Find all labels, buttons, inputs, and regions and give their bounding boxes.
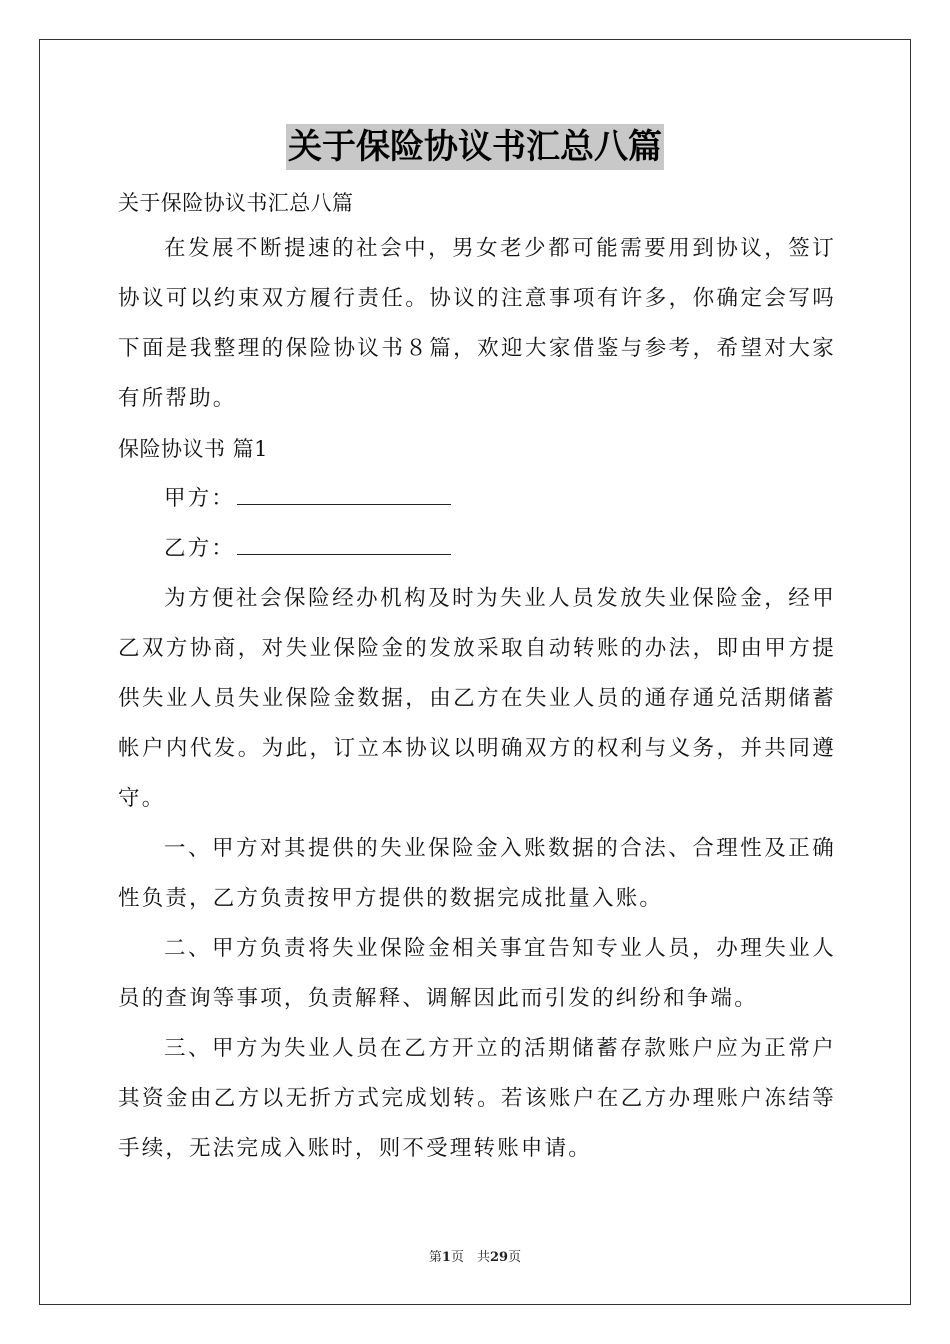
clause-1-paragraph: 一、甲方对其提供的失业保险金入账数据的合法、合理性及正确性负责，乙方负责按甲方提供的数据完成批量入账。 xyxy=(118,836,836,911)
document-title: 关于保险协议书汇总八篇 xyxy=(286,124,664,170)
clause-2-paragraph: 二、甲方负责将失业保险金相关事宜告知专业人员，办理失业人员的查询等事项，负责解释、调解因此而引发的纠纷和争端。 xyxy=(118,936,836,1011)
party-a-label: 甲方： xyxy=(164,486,236,511)
footer-page-mid: 页 共 xyxy=(450,1250,490,1265)
title-container xyxy=(0,124,950,170)
document-subtitle: 关于保险协议书汇总八篇 xyxy=(118,191,354,215)
footer-page-current: 1 xyxy=(441,1250,451,1265)
footer-page-total: 29 xyxy=(489,1250,509,1265)
purpose-paragraph: 为方便社会保险经办机构及时为失业人员发放失业保险金，经甲乙双方协商，对失业保险金的发放采取自动转账的办法，即由甲方提供失业人员失业保险金数据，由乙方在失业人员的通存通兑活期储蓄帐户内代发。为此，订立本协议以明确双方的权利与义务，并共同遵守。 xyxy=(118,586,836,811)
party-a-line xyxy=(164,474,882,524)
party-b-label: 乙方： xyxy=(164,536,236,561)
section-heading: 保险协议书 篇1 xyxy=(118,437,269,461)
party-a-blank xyxy=(237,484,451,505)
party-b-line xyxy=(164,524,882,574)
party-b-blank xyxy=(237,534,451,555)
page-footer xyxy=(0,1246,950,1265)
footer-page-prefix: 第 xyxy=(428,1250,442,1265)
clause-3-paragraph: 三、甲方为失业人员在乙方开立的活期储蓄存款账户应为正常户其资金由乙方以无折方式完成划转。若该账户在乙方办理账户冻结等手续，无法完成入账时，则不受理转账申请。 xyxy=(118,1036,836,1161)
footer-page-suffix: 页 xyxy=(508,1250,522,1265)
intro-paragraph: 在发展不断提速的社会中，男女老少都可能需要用到协议，签订协议可以约束双方履行责任。协议的注意事项有许多，你确定会写吗下面是我整理的保险协议书８篇，欢迎大家借鉴与参考，希望对大家有所帮助。 xyxy=(118,236,836,411)
